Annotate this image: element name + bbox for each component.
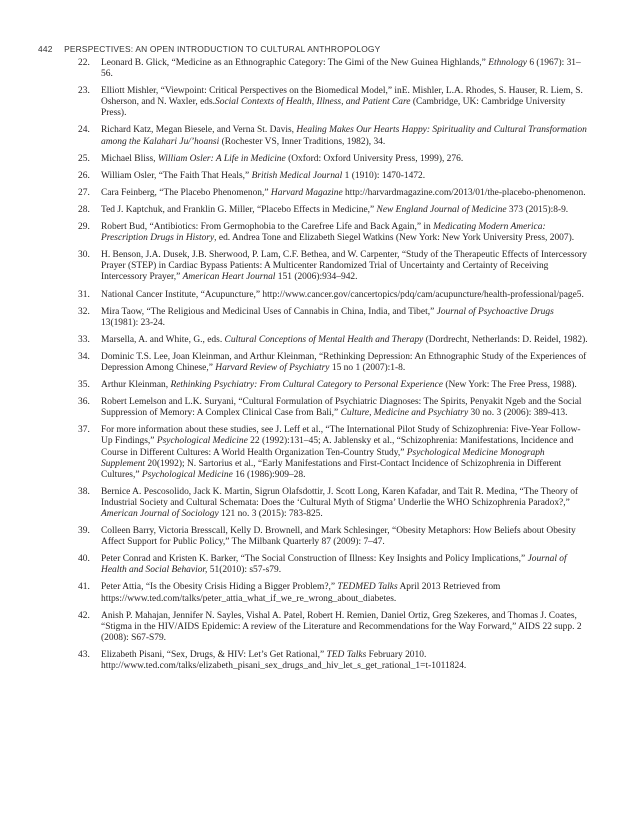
endnote-text [101,250,587,282]
endnote-item [0,397,630,419]
citation-text: 16 (1986):909–28. [232,469,306,480]
endnote-text [101,487,578,519]
citation-text: Michael Bliss, [101,153,158,164]
citation-title: Culture, Medicine and Psychiatry [340,408,469,419]
endnote-number: 22. [78,58,90,68]
endnote-text [101,205,568,215]
endnote-number: 32. [78,306,90,317]
citation-title: Psychological Medicine [156,436,248,447]
citation-title: TEDMED Talks [337,582,398,593]
endnote-text [101,425,581,479]
citation-text: Dominic T.S. Lee, Joan Kleinman, and Arthur Kleinman, “Rethinking Depression: An Ethnographic Study of the Experiences of Depression Among Chinese,” [101,351,587,373]
citation-text: Peter Attia, “Is the Obesity Crisis Hiding a Bigger Problem?,” [101,582,338,593]
citation-text: April 2013 Retrieved from https://www.ted.com/talks/peter_attia_what_if_we_re_wrong_about_diabetes. [101,582,501,604]
endnote-number: 23. [78,86,90,97]
citation-title: Healing Makes Our Hearts Happy: Spirituality and Cultural Transformation among the Kalahari Ju/’hoansi [101,125,587,147]
citation-text: (Rochester VS, Inner Traditions, 1982), 34. [219,136,386,147]
citation-title: Medicating Modern America: Prescription Drugs in History [101,222,546,244]
citation-text: 22 (1992):131–45; A. Jablensky et al., “Schizophrenia: Manifestations, Incidence and Course in Different Cultures: A World Health Organization Ten-Country Study,” [101,436,574,458]
citation-text: Anish P. Mahajan, Jennifer N. Sayles, Vishal A. Patel, Robert H. Remien, Daniel Ortiz, Greg Szekeres, and Thomas J. Coates, “Stigma in the HIV/AIDS Epidemic: A review of the Literature and Recommendations for the Way Forward,” AIDS 22 supp. 2 (2008): S67-S79. [101,610,582,643]
citation-title: Cultural Conceptions of Mental Health and Therapy [224,334,424,345]
citation-text: Ted J. Kaptchuk, and Franklin G. Miller, “Placebo Effects in Medicine,” [101,204,377,215]
endnote-text [101,86,583,118]
citation-text: 51(2010): s57-s79. [207,565,282,576]
citation-text: 15 no 1 (2007):1-8. [329,362,406,373]
citation-text: 151 (2006):934–942. [275,272,358,283]
citation-title: TED Talks [326,649,367,660]
citation-title: Journal of Health and Social Behavior, [101,554,567,576]
endnote-text [101,290,584,300]
endnote-item [0,86,630,119]
endnote-number: 37. [78,425,90,436]
endnote-number: 34. [78,351,90,362]
endnote-text [101,554,567,575]
endnote-number: 31. [78,289,90,300]
citation-text: Elizabeth Pisani, “Sex, Drugs, & HIV: Let’s Get Rational,” [101,649,327,660]
endnote-item [0,188,630,199]
citation-text: Marsella, A. and White, G., eds. [101,334,225,345]
endnote-item [0,171,630,182]
citation-text: 1 (1910): 1470-1472. [342,170,426,181]
citation-title: Social Contexts of Health, Illness, and Patient Care [215,97,411,108]
endnote-text [101,650,466,671]
endnote-number: 41. [78,582,90,593]
endnote-item [0,250,630,283]
citation-title: New England Journal of Medicine [376,204,507,215]
citation-text: Elliott Mishler, “Viewpoint: Critical Perspectives on the Biomedical Model,” inE. Mishler, L.A. Rhodes, S. Hauser, R. Liem, S. Osherson, and N. Waxler, eds. [101,86,583,108]
endnote-item [0,611,630,644]
book-title: PERSPECTIVES: AN OPEN INTRODUCTION TO CULTURAL ANTHROPOLOGY [64,44,381,54]
endnote-item [0,290,630,301]
endnote-text [101,582,500,603]
endnote-number: 33. [78,334,90,345]
endnote-number: 29. [78,222,90,233]
endnote-text [101,188,586,198]
endnote-item [0,380,630,391]
endnote-text [101,171,425,181]
endnote-text [101,58,581,79]
endnote-item [0,582,630,604]
endnote-number: 26. [78,170,90,181]
endnote-text [101,307,554,328]
citation-text: H. Benson, J.A. Dusek, J.B. Sherwood, P. Lam, C.F. Bethea, and W. Carpenter, “Study of the Therapeutic Effects of Intercessory Prayer (STEP) in Cardiac Bypass Patients: A Multicenter Randomized Trial of Uncertainty and Certainty of Receiving Intercessory Prayer,” [101,250,588,283]
page-number: 442 [38,44,53,54]
endnote-item [0,125,630,147]
endnote-number: 42. [78,610,90,621]
endnote-number: 27. [78,187,90,198]
citation-text: William Osler, “The Faith That Heals,” [101,170,252,181]
endnote-number: 28. [78,204,90,215]
citation-title: American Heart Journal [182,272,276,283]
citation-text: Mira Taow, “The Religious and Medicinal Uses of Cannabis in China, India, and Tibet,” [101,306,437,317]
endnote-number: 35. [78,380,90,391]
citation-text: Bernice A. Pescosolido, Jack K. Martin, Sigrun Olafsdottir, J. Scott Long, Karen Kafadar, and Tait R. Medina, “The Theory of Industrial Society and Cultural Schemata: Does the ‘Cultural Myth of Stigma’ Underlie the WHO Schizophrenia Paradox?,” [101,486,579,508]
citation-text: (New York: The Free Press, 1988). [442,380,577,391]
endnote-text [101,352,586,373]
citation-text: 6 (1967): 31–56. [101,58,581,80]
endnote-number: 36. [78,397,90,408]
endnote-number: 40. [78,554,90,565]
endnote-text [101,526,576,547]
citation-text: 121 no. 3 (2015): 783-825. [218,509,323,519]
endnote-text [101,335,588,345]
endnote-item [0,222,630,244]
citation-text: Arthur Kleinman, [101,380,171,391]
citation-title: Psychological Medicine Monograph Supplement [101,447,545,469]
endnote-item [0,526,630,548]
endnote-number: 24. [78,125,90,136]
endnote-text [101,611,582,643]
citation-text: 13(1981): 23-24. [101,317,165,328]
running-header [38,44,380,54]
endnote-text [101,380,577,390]
citation-title: Harvard Magazine [270,187,343,198]
citation-title: Psychological Medicine [141,469,233,480]
citation-title: American Journal of Sociology [101,509,219,519]
endnote-number: 43. [78,649,90,660]
citation-text: Robert Lemelson and L.K. Suryani, “Cultural Formulation of Psychiatric Diagnoses: The Spirits, Penyakit Ngeb and the Social Suppression of Memory: A Complex Clinical Case from Bali,” [101,397,582,419]
endnote-item [0,58,630,80]
endnote-item [0,205,630,216]
endnote-number: 25. [78,153,90,164]
endnote-item [0,352,630,374]
endnote-item [0,307,630,329]
citation-text: Colleen Barry, Victoria Bresscall, Kelly D. Brownell, and Mark Schlesinger, “Obesity Metaphors: How Beliefs about Obesity Affect Support for Public Policy,” The Milbank Quarterly 87 (2009): 7–47. [101,526,576,548]
endnote-item [0,554,630,576]
endnote-number: 38. [78,486,90,497]
citation-text: , ed. Andrea Tone and Elizabeth Siegel Watkins (New York: New York University Press, 2007). [214,233,575,244]
citation-title: Journal of Psychoactive Drugs [436,306,554,317]
endnote-text [101,154,463,164]
citation-title: Rethinking Psychiatry: From Cultural Category to Personal Experience [170,380,443,391]
citation-text: (Oxford: Oxford University Press, 1999), 276. [285,153,464,164]
citation-text: (Cambridge, UK: Cambridge University Press). [101,97,566,119]
citation-text: February 2010. http://www.ted.com/talks/elizabeth_pisani_sex_drugs_and_hiv_let_s_get_rational_1=t-1011824. [101,649,467,672]
endnote-item [0,487,630,520]
citation-text: 30 no. 3 (2006): 389-413. [468,408,568,419]
endnote-text [101,125,587,146]
citation-title: William Osler: A Life in Medicine [157,153,286,164]
citation-text: 373 (2015):8-9. [506,204,569,215]
citation-text: For more information about these studies, see J. Leff et al., “The International Pilot Study of Schizophrenia: Five-Year Follow-Up Findings,” [101,425,581,447]
citation-title: Harvard Review of Psychiatry [215,362,330,373]
citation-text: Leonard B. Glick, “Medicine as an Ethnographic Category: The Gimi of the New Guinea Highlands,” [101,58,489,68]
citation-text: http://harvardmagazine.com/2013/01/the-placebo-phenomenon. [342,187,586,198]
citation-text: Richard Katz, Megan Biesele, and Verna St. Davis, [101,125,297,136]
citation-text: Peter Conrad and Kristen K. Barker, “The Social Construction of Illness: Key Insights and Policy Implications,” [101,554,528,565]
endnote-text [101,222,574,243]
citation-text: (Dordrecht, Netherlands: D. Reidel, 1982). [423,334,588,345]
citation-title: British Medical Journal [251,170,343,181]
citation-title: Ethnology [488,58,527,68]
citation-text: National Cancer Institute, “Acupuncture,” http://www.cancer.gov/cancertopics/pdq/cam/acupuncture/health-professional/page5. [101,289,584,300]
endnote-item [0,154,630,165]
endnote-number: 30. [78,250,90,261]
endnote-item [0,335,630,346]
endnote-item [0,650,630,672]
endnote-text [101,397,582,418]
endnote-item [0,425,630,480]
endnotes-list [0,58,630,678]
endnote-number: 39. [78,526,90,537]
citation-text: Cara Feinberg, “The Placebo Phenomenon,” [101,187,271,198]
citation-text: Robert Bud, “Antibiotics: From Germophobia to the Carefree Life and Back Again,” in [101,222,434,233]
citation-text: 20(1992); N. Sartorius et al., “Early Manifestations and First-Contact Incidence of Schizophrenia in Different Cultures,” [101,458,562,480]
